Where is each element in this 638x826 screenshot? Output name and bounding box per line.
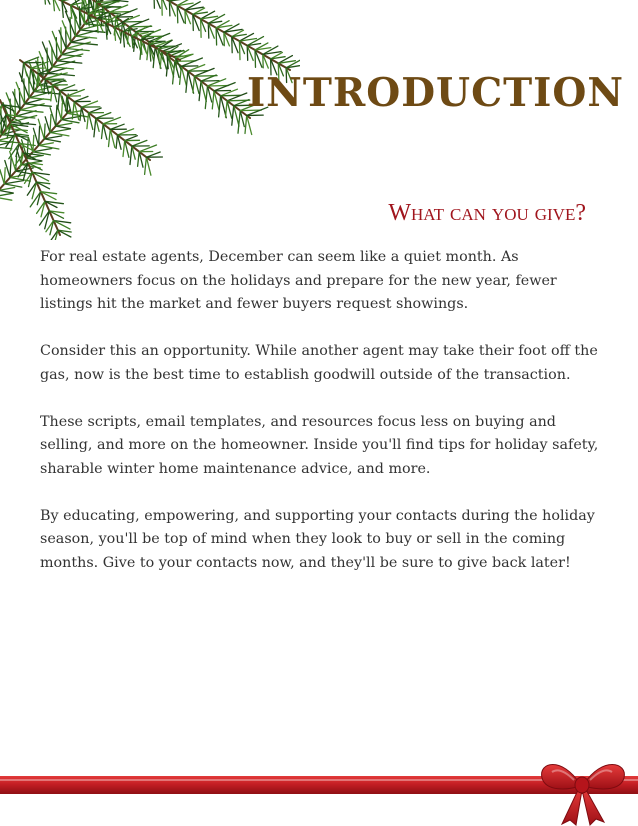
red-bow-icon bbox=[532, 748, 632, 826]
pine-branches-icon bbox=[0, 0, 300, 240]
body-text bbox=[40, 246, 606, 599]
page-subtitle: What can you give? bbox=[388, 200, 586, 226]
page-title: INTRODUCTION bbox=[246, 70, 624, 116]
paragraph-1: For real estate agents, December can seem like a quiet month. As homeowners focus on the holidays and prepare for the new year, fewer listings hit the market and fewer buyers request showings. bbox=[40, 249, 557, 312]
paragraph-2: Consider this an opportunity. While another agent may take their foot off the gas, now is the best time to establish goodwill outside of the transaction. bbox=[40, 343, 598, 383]
paragraph-4: By educating, empowering, and supporting your contacts during the holiday season, you'll be top of mind when they look to buy or sell in the coming months. Give to your contacts now, and they'll be sure to give back later! bbox=[40, 507, 595, 571]
paragraph-3: These scripts, email templates, and resources focus less on buying and selling, and more on the homeowner. Inside you'll find tips for holiday safety, sharable winter home maintenance advice, and more. bbox=[40, 413, 599, 477]
